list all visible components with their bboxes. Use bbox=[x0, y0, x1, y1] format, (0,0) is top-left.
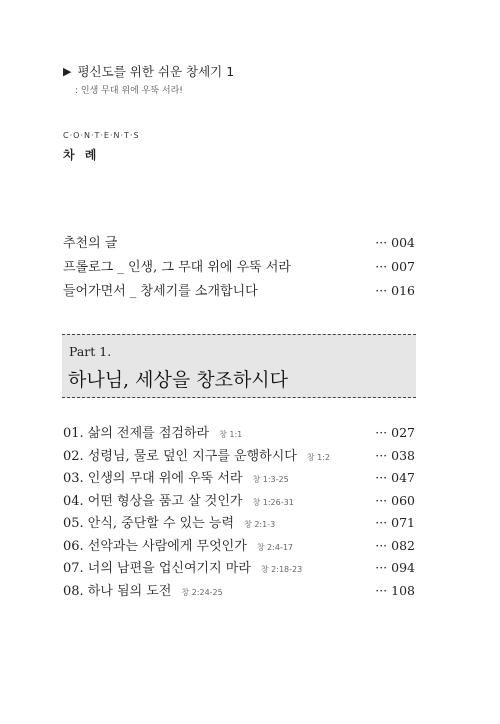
chapter-entry bbox=[63, 445, 415, 468]
series-subtitle: : 인생 무대 위에 우뚝 서라! bbox=[75, 86, 183, 96]
chapter-verse: 창 1:3-25 bbox=[252, 475, 289, 484]
chapter-entry bbox=[63, 580, 415, 603]
toc-entry bbox=[63, 256, 415, 280]
series-title: 평신도를 위한 쉬운 창세기 1 bbox=[77, 64, 235, 79]
toc-entry-title: 들어가면서 _ 창세기를 소개합니다 bbox=[63, 284, 258, 299]
chapter-page: ··· 082 bbox=[375, 537, 415, 553]
chapter-entry bbox=[63, 490, 415, 513]
chapter-verse: 창 1:26-31 bbox=[252, 497, 294, 507]
part-number: Part 1. bbox=[69, 344, 112, 359]
chapter-page: ··· 060 bbox=[375, 492, 415, 508]
play-arrow-icon: ▶ bbox=[63, 64, 72, 78]
page-title: 차 례 bbox=[63, 148, 100, 162]
chapter-entry bbox=[63, 467, 415, 490]
chapter-verse: 창 2:4-17 bbox=[256, 542, 293, 552]
part-title: 하나님, 세상을 창조하시다 bbox=[68, 369, 289, 391]
chapter-page: ··· 027 bbox=[375, 425, 415, 440]
chapter-verse: 창 1:1 bbox=[219, 430, 243, 439]
toc-entry bbox=[63, 232, 415, 256]
toc-entry-page: ··· 007 bbox=[375, 259, 415, 274]
contents-label: C·O·N·T·E·N·T·S bbox=[63, 131, 140, 140]
toc-entry-page: ··· 004 bbox=[375, 235, 415, 250]
chapter-verse: 창 2:1-3 bbox=[244, 520, 276, 529]
chapter-verse: 창 1:2 bbox=[306, 452, 330, 462]
chapter-page: ··· 038 bbox=[375, 447, 415, 463]
chapter-title: 03. 인생의 무대 위에 우뚝 서라 bbox=[63, 471, 243, 486]
part-heading-box bbox=[62, 334, 416, 398]
chapter-title: 02. 성령님, 물로 덮인 지구를 운행하시다 bbox=[63, 448, 297, 464]
chapter-verse: 창 2:18-23 bbox=[260, 565, 303, 574]
toc-entry-page: ··· 016 bbox=[375, 283, 415, 298]
chapter-page: ··· 094 bbox=[375, 560, 415, 575]
chapter-entry bbox=[63, 535, 415, 558]
chapter-entry bbox=[63, 557, 415, 580]
chapter-title: 08. 하나 됨의 도전 bbox=[63, 583, 172, 599]
toc-entry bbox=[63, 280, 415, 304]
chapter-title: 07. 너의 남편을 업신여기지 마라 bbox=[63, 561, 251, 576]
chapter-page: ··· 071 bbox=[375, 515, 415, 530]
chapter-entry bbox=[63, 512, 415, 535]
chapter-list bbox=[63, 422, 415, 602]
series-heading bbox=[63, 62, 234, 80]
front-matter-list bbox=[63, 232, 415, 304]
chapter-verse: 창 2:24-25 bbox=[181, 587, 223, 597]
chapter-title: 05. 안식, 중단할 수 있는 능력 bbox=[63, 516, 235, 531]
chapter-title: 06. 선악과는 사람에게 무엇인가 bbox=[63, 538, 247, 554]
chapter-page: ··· 047 bbox=[375, 470, 415, 485]
toc-entry-title: 프롤로그 _ 인생, 그 무대 위에 우뚝 서라 bbox=[63, 260, 291, 275]
chapter-title: 01. 삶의 전제를 점검하라 bbox=[63, 426, 210, 441]
toc-entry-title: 추천의 글 bbox=[63, 236, 118, 251]
chapter-title: 04. 어떤 형상을 품고 살 것인가 bbox=[63, 493, 243, 509]
chapter-entry bbox=[63, 422, 415, 445]
chapter-page: ··· 108 bbox=[375, 582, 415, 598]
